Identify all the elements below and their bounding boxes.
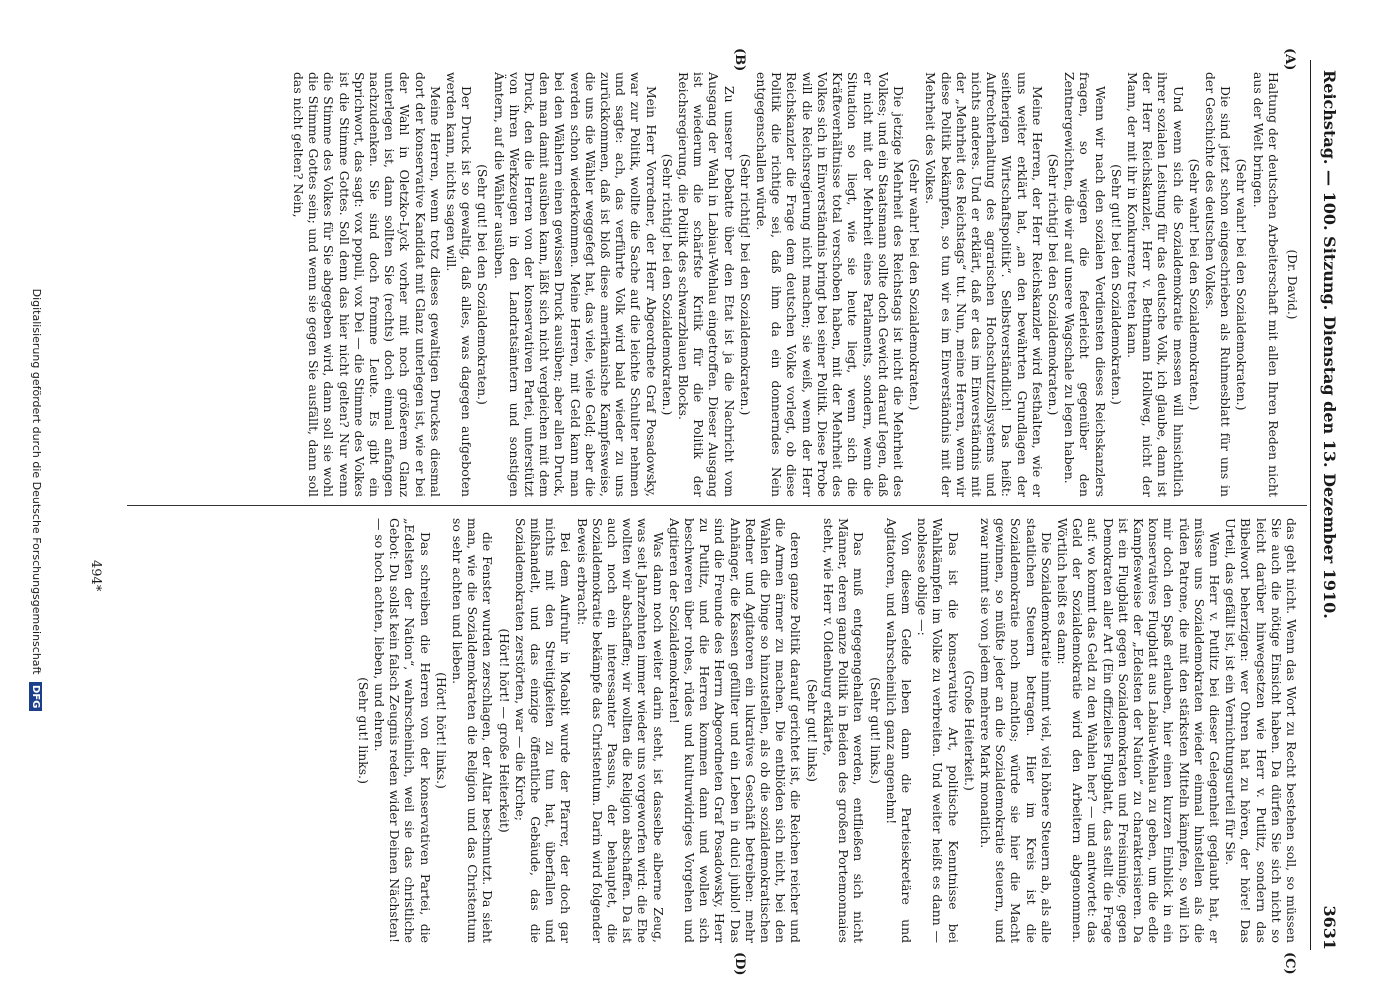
right-paragraph: die Fenster wurden zerschlagen, der Altar beschmutzt. Da sieht man, wie die Sozialdemokraten die Religion und das Christentum so sehr achten und lieben. [450,518,496,943]
right-paragraph: Bei dem Aufruhr in Moabit wurde der Pfarrer, der doch gar nichts mit den Streitigkeiten zu tun hat, überfallen und mißhandelt, und das einzige öffentliche Gebäude, das die Sozialdemokraten zerstörten, war — die Kirche; [512,518,574,943]
left-paragraph: Und wenn sich die Sozialdemokratie messen will hinsichtlich ihrer sozialen Leistung für das deutsche Volk, ich glaube, dann ist der Herr Reichskanzler, Herr v. Bethmann Hollweg, nicht der Mann, der mit ihr in Konkurrenz treten kann. [1124,72,1186,497]
left-paragraph: (Sehr gut! bei den Sozialdemokraten.) [1108,164,1124,405]
left-paragraph: Die sind jetzt schon eingeschrieben als Ruhmesblatt für uns in der Geschichte des deutschen Volkes. [1202,72,1234,497]
speaker-label: (Dr. David.) [1285,249,1299,320]
right-paragraph: Die Sozialdemokratie nimmt viel, viel höhere Steuern ab, als alle staatlichen Steuern betragen. Hier im Kreis ist die Sozialdemokratie noch machtlos; würde sie hier die Macht gewinnen, so müßte jeder an die Sozialdemokratie steuern, und zwar nimmt sie von jedem mehrere Mark monatlich. [977,518,1054,943]
right-paragraph: Das schreiben die Herren von der konservativen Partei, die „Edelsten der Nation“, wahrscheinlich, weil sie das christliche Gebot: Du sollst kein falsch Zeugnis reden wider Deinen Nächsten! — so hoch achten, lieben, und ehren. [372,518,433,943]
right-paragraph: Was dann noch weiter darin steht, ist dasselbe alberne Zeug, was seit Jahrzehnten immer wieder uns vorgeworfen wird: die Ehe wollten wir abschaffen; wir wollten die Religion abschaffen. Da ist auch noch ein interessanter Passus, der behauptet, die Sozialdemokratie bekämpfe das Christentum. Darin wird folgender Beweis erbracht: [574,518,666,943]
left-paragraph: Der Druck ist so gewaltig, daß alles, was dagegen aufgeboten werden kann, nichts sagen will. [444,72,475,497]
left-paragraph: Meine Herren, wenn trotz dieses gewaltigen Druckes diesmal dort der konservative Kandidat mit Glanz unterlegen ist, wie er bei der Wahl in Oletzko-Lyck vorher mit noch größerem Glanz unterlegen ist, dann sollten Sie (rechts) doch einmal anfangen nachzudenken. Sie sind doch fromme Leute. Es gibt ein Sprichwort, das sagt: vox populi, vox Dei — die Stimme des Volkes ist die Stimme Gottes. Soll denn das hier nicht gelten? Nur wenn die Stimme des Volkes für Sie abgegeben wird, dann soll sie wohl die Stimme Gottes sein; und wenn sie gegen Sie ausfällt, dann soll das nicht gelten? Nein, [291,72,443,497]
right-column [149,518,1299,943]
right-paragraph: (Hört! hört! — große Heiterkeit) [496,628,512,833]
left-paragraph: (Sehr richtig! bei den Sozialdemokraten.) [737,153,753,416]
left-paragraph: Meine Herren, der Herr Reichskanzler wird festhalten, wie er uns weiter erklärt hat, „an den bewährten Grundlagen der seitherigen Wirtschaftspolitik“. Selbstverständlich! Das heißt: Aufrechterhaltung des agrarischen Hochschutzzollsystems und nichts anderes. Und er erklärt, daß er das im Einverständnis mit der „Mehrheit des Reichstags“ tut. Nun, meine Herren, wenn wir diese Politik bekämpfen, so tun wir es im Einverständnis mit der Mehrheit des Volkes. [923,72,1045,497]
footer-text: Digitalisierung gefördert durch die Deutsche Forschungsgemeinschaft [30,288,43,675]
left-paragraph: Mein Herr Vorredner, der Herr Abgeordnete Graf Posadowsky, war zur Politik, wollte die Sache auf die leichte Schulter nehmen und sagte: ach, das verführte Volk wird bald wieder zu uns zurückkommen, daß ist bloß diese amerikanische Kampfesweise, die uns die Wähler weggefegt hat, das viele, viele Geld; aber die werden schon wiederkommen. Meine Herren, mit Geld kann man bei den Wählern einen gewissen Druck ausüben; aber allen Druck, den man damit ausüben kann, läßt sich nicht vergleichen mit dem Druck, den die Herren von der konservativen Partei, unterstützt von ihren Werkzeugen in den Landratsämtern und sonstigen Ämtern, auf die Wähler ausüben. [491,72,659,497]
margin-mark-d: (D) [732,952,747,976]
left-paragraph: Wenn wir nach den sozialen Verdiensten dieses Reichskanzlers fragen, so wiegen die federleicht gegenüber den Zentnergewichten, die wir auf unsere Wagschale zu legen haben. [1062,72,1108,497]
left-paragraph: Zu unserer Debatte über den Etat ist ja die Nachricht vom Ausgang der Wahl in Labiau-Wehlau eingetroffen. Dieser Ausgang ist wiederum die schärfste Kritik für die Politik der Reichsregierung, die Politik des schwarzblauen Blocks. [676,72,737,497]
left-paragraph: (Sehr wahr! bei den Sozialdemokraten.) [907,158,923,411]
header-rule [1310,60,1311,950]
right-paragraph: (Sehr gut! links) [804,679,820,782]
column-separator [127,505,1307,506]
right-paragraph: Das ist die konservative Art, politische Kenntnisse bei Wahlkämpfen im Volke zu verbreiten. Und weiter heißt es dann — noblesse oblige —: [915,518,961,943]
right-paragraph: Wenn Herr v. Putlitz bei dieser Gelegenheit geglaubt hat, er müsse uns Sozialdemokraten wieder einmal hinstellen als die rüden Patrone, die mit den stärksten Mitteln kämpfen, so will ich mir doch den Spaß erlauben, hier einen kurzen Einblick in ein konservatives Flugblatt aus Labiau-Wehlau zu geben, um die edle Kampfesweise der „Edelsten der Nation“ zu charakterisieren. Da ist ein Flugblatt gegen Sozialdemokraten und Freisinnige, gegen Demokraten aller Art (Ein offizielles Flugblatt, das stellt die Frage auf: wo kommt das Geld zu den Wahlen her? — und antwortet: das Geld der Sozialdemokratie wird den Arbeitern abgenommen. Wörtlich heißt es dann: [1054,518,1222,943]
left-paragraph: Haltung der deutschen Arbeiterschaft mit allen Ihren Reden nicht aus der Welt bringen. [1250,72,1281,497]
margin-mark-a: (A) [1282,48,1297,71]
page-header [1315,70,1345,950]
right-paragraph: (Sehr gut! links.) [355,677,371,784]
right-paragraph: (Große Heiterkeit.) [961,670,977,791]
right-paragraph: deren ganze Politik darauf gerichtet ist, die Reichen reicher und die Armen ärmer zu machen. Die entblöden sich nicht, bei den Wahlen die Dinge so hinzustellen, als ob die sozialdemokratischen Redner und Agitatoren ein lukratives Geschäft betreiben: mehr Anhänger, die Kassen gefüllter und ein Leben in dulci jubilo! Das sind die Freunde des Herrn Abgeordneten Graf Posadowsky, Herr zu Putlitz, und die Herren kommen dann und wollen sich beschweren über rohes, rüdes und kulturwidriges Vorgehen und Agitieren der Sozialdemokraten! [666,518,804,943]
left-paragraph: (Sehr richtig! bei den Sozialdemokraten.) [1045,153,1061,416]
dfg-logo: DFG [29,682,42,711]
left-paragraph: (Sehr wahr! bei den Sozialdemokraten.) [1234,158,1250,411]
header-page-number: 3631 [1320,905,1340,950]
right-paragraph: das geht nicht. Wenn das Wort zu Recht bestehen soll, so müssen Sie auch die nötige Einsicht haben. Da dürfen Sie sich nicht so leicht darüber hinwegsetzen wie Herr v. Putlitz, sondern das Bibelwort beherzigen: wer Ohren hat zu hören, der höre! Das Urteil, das gefällt ist, ist ein Vernichtungsurteil für Sie. [1223,518,1299,943]
right-paragraph: (Hört! hört! links.) [433,672,449,789]
margin-mark-b: (B) [732,48,747,72]
left-column [149,72,1299,497]
digitization-footer [29,0,43,1000]
left-paragraph: (Sehr richtig! bei den Sozialdemokraten.) [659,153,675,416]
header-title: Reichstag. — 100. Sitzung. Dienstag den 13. Dezember 1910. [1320,70,1340,619]
margin-mark-c: (C) [1282,952,1297,975]
right-paragraph: Das muß entgegengehalten werden, entfließen sich nicht Männer, deren ganze Politik in Beiden des großen Portemonnaies steht, wie Herr v. Oldenburg erklärte, [820,518,867,943]
right-paragraph: (Sehr gut! links.) [867,677,883,784]
right-paragraph: Von diesem Gelde leben dann die Parteisekretäre und Agitatoren, und wahrscheinlich ganz angenehm! [883,518,914,943]
left-paragraph: (Sehr wahr! bei den Sozialdemokraten.) [1186,158,1202,411]
page-folio: 494* [88,560,103,592]
left-paragraph: Die jetzige Mehrheit des Reichstags ist nicht die Mehrheit des Volkes; und ein Staatsmann sollte doch Gewicht darauf legen, daß er nicht mit der Mehrheit eines Parlaments, sondern, wenn die Situation so liegt, wie sie heute liegt, wenn sich die Kräfteverhältnisse total verschoben haben, mit der Mehrheit des Volkes sich in Einverständnis bringt bei seiner Politik. Diese Probe will die Reichsregierung nicht machen; sie weiß, wenn der Herr Reichskanzler die Frage dem deutschen Volke vorlegt, ob diese Politik die richtige sei, daß ihm da ein donnerndes Nein entgegenschallen würde. [754,72,906,497]
left-paragraph: (Sehr gut! bei den Sozialdemokraten.) [475,164,491,405]
